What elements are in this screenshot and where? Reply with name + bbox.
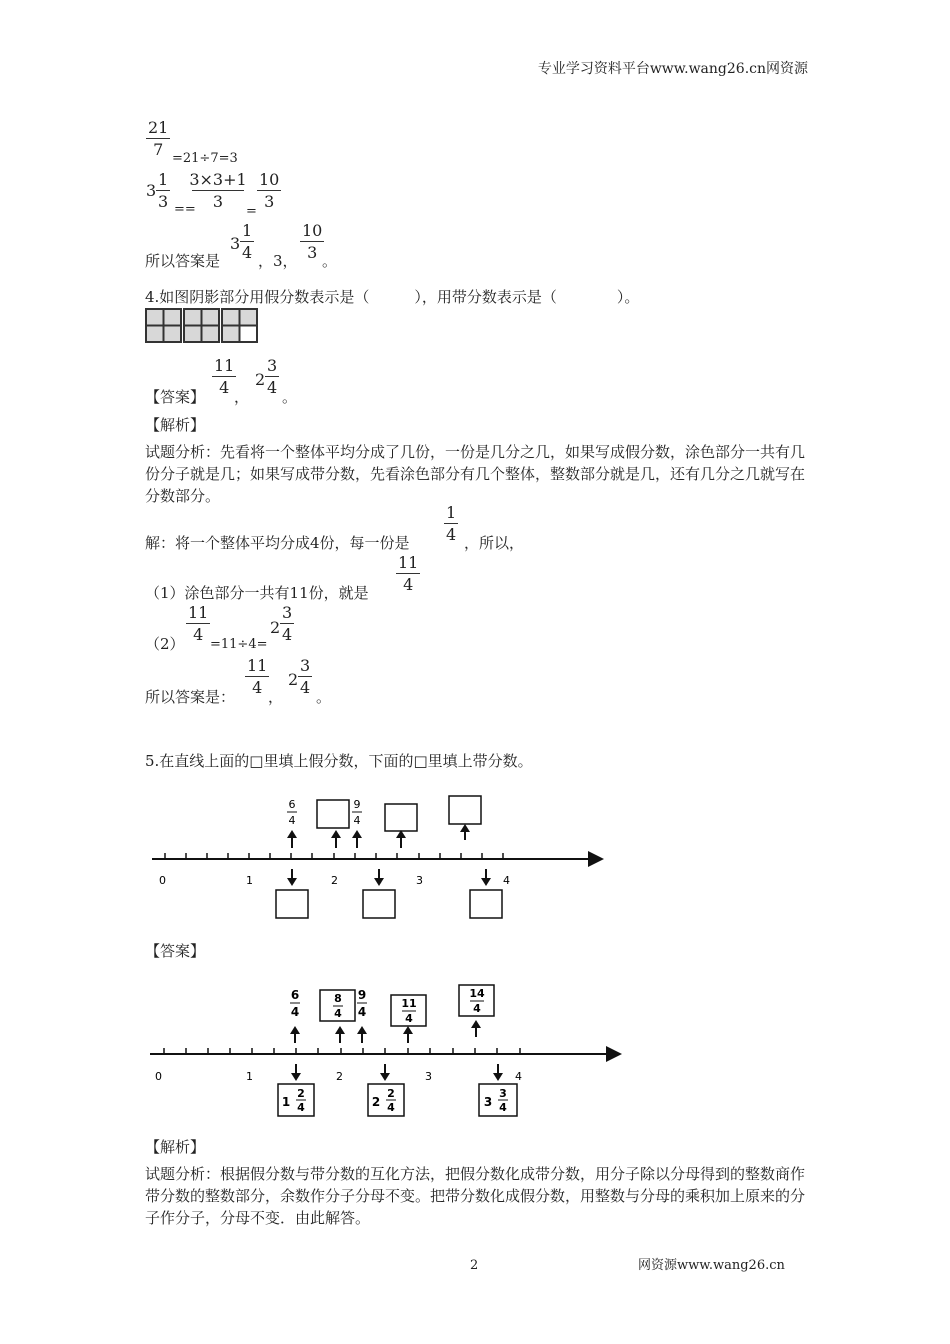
answer-given-6-4-den: 4	[290, 1005, 300, 1019]
answer-whole: 3	[230, 234, 241, 253]
q4-answer-sep: ，	[234, 388, 250, 406]
answer-improper-1-den: 4	[334, 1007, 342, 1020]
q4-final-mixed-fraction: 3 4	[300, 656, 311, 697]
answer-improper-2-den: 4	[405, 1012, 413, 1025]
axis-label-1: 1	[246, 874, 253, 887]
q4-analysis-text: 试题分析：先看将一个整体平均分成了几份，一份是几分之几，如果写成假分数，涂色部分一共有几份分子就是几；如果写成带分数，先看涂色部分有几个整体，整数部分就是几，还有几分之几就写在分数部分。	[145, 443, 806, 505]
q4-shaded-squares-figure	[145, 308, 260, 343]
answer-axis-label-0: 0	[155, 1070, 162, 1083]
q4-step2-whole: 2	[270, 618, 281, 637]
answer-mixed-1-whole: 1	[281, 1095, 291, 1109]
answer-axis-label-1: 1	[246, 1070, 253, 1083]
eq-sign-b: =	[246, 204, 257, 219]
q4-final-fraction: 11 4	[247, 656, 268, 697]
mixed-whole: 3	[146, 181, 157, 200]
q4-answer-whole: 2	[255, 370, 266, 389]
axis-label-2: 2	[331, 874, 338, 887]
q4-solution-end: ，所以，	[464, 534, 525, 552]
answer-fraction-10-3: 10 3	[302, 221, 323, 262]
q4-step1-text: （1）涂色部分一共有11份，就是	[145, 584, 369, 602]
mixed-box-3[interactable]	[470, 890, 502, 918]
up-arrows	[287, 824, 470, 848]
q5-analysis-label: 【解析】	[145, 1138, 206, 1156]
fraction-21-7: 21 7	[148, 118, 169, 159]
answer-fraction-1-4: 1 4	[242, 221, 253, 262]
square-2	[184, 309, 219, 342]
answer-improper-1-num: 8	[334, 992, 342, 1005]
calc-eq1: =21÷7=3	[172, 151, 238, 166]
improper-box-1[interactable]	[317, 800, 349, 828]
square-1	[146, 309, 181, 342]
answer-prefix: 所以答案是	[145, 252, 221, 270]
given-fraction-6-4-num: 6	[288, 798, 296, 811]
given-fraction-6-4-den: 4	[288, 814, 296, 827]
header-text: 专业学习资料平台www.wang26.cn网资源	[537, 61, 808, 77]
q5-number-line-figure	[140, 790, 620, 925]
q5-question: 5.在直线上面的□里填上假分数，下面的□里填上带分数。	[145, 752, 533, 770]
q4-step2-label: （2）	[145, 635, 185, 653]
given-fraction-9-4-num: 9	[353, 798, 361, 811]
eq-sign-a: ==	[174, 202, 196, 217]
q4-answer-label: 【答案】	[145, 388, 206, 406]
axis-label-3: 3	[416, 874, 423, 887]
answer-mixed-2-whole: 2	[371, 1095, 381, 1109]
result-fraction-10-3: 10 3	[259, 170, 280, 211]
down-arrows	[287, 869, 491, 886]
answer-mixed-1-num: 2	[297, 1087, 305, 1100]
mixed-fraction-1-3: 1 3	[158, 170, 169, 211]
answer-mixed-2-num: 2	[387, 1087, 395, 1100]
q4-question: 4.如图阴影部分用假分数表示是（ ），用带分数表示是（ ）。	[145, 288, 640, 306]
q4-answer-fraction-3-4: 3 4	[267, 356, 278, 397]
q4-step1-fraction: 11 4	[398, 553, 419, 594]
axis-label-4: 4	[503, 874, 510, 887]
answer-improper-2-num: 11	[401, 997, 417, 1010]
q4-analysis-label: 【解析】	[145, 416, 206, 434]
improper-box-3[interactable]	[449, 796, 481, 824]
given-fraction-9-4-den: 4	[353, 814, 361, 827]
answer-improper-3-den: 4	[473, 1002, 481, 1015]
q5-analysis-text: 试题分析：根据假分数与带分数的互化方法，把假分数化成带分数，用分子除以分母得到的整数商作带分数的整数部分，余数作分子分母不变。把带分数化成假分数，用整数与分母的乘积加上原来的分子作分子，分母不变．由此解答。	[145, 1165, 806, 1227]
answer-axis-label-2: 2	[336, 1070, 343, 1083]
answer-separator: ，3，	[258, 252, 298, 270]
answer-end: 。	[322, 252, 338, 270]
answer-down-arrows	[291, 1064, 503, 1081]
page-number: 2	[470, 1258, 479, 1273]
q4-final-end: 。	[316, 688, 332, 706]
square-3	[222, 309, 257, 342]
expression-fraction: 3×3+1 3	[189, 170, 247, 211]
q4-step2-eq: =11÷4=	[210, 637, 268, 652]
answer-given-9-4-den: 4	[357, 1005, 367, 1019]
answer-up-arrows	[290, 1020, 481, 1043]
mixed-box-2[interactable]	[363, 890, 395, 918]
q4-step2-mixed-fraction: 3 4	[282, 603, 293, 644]
footer-site: 网资源www.wang26.cn	[638, 1258, 785, 1273]
answer-mixed-3-whole: 3	[483, 1095, 493, 1109]
answer-given-6-4-num: 6	[290, 988, 300, 1002]
q4-solution-fraction-1-4: 1 4	[446, 503, 457, 544]
q4-step2-fraction: 11 4	[188, 603, 209, 644]
answer-mixed-1-den: 4	[297, 1101, 305, 1114]
improper-box-2[interactable]	[385, 804, 417, 831]
q4-solution-text: 解：将一个整体平均分成4份，每一份是	[145, 534, 410, 552]
mixed-box-1[interactable]	[276, 890, 308, 918]
answer-improper-3-num: 14	[469, 987, 485, 1000]
answer-axis-label-4: 4	[515, 1070, 522, 1083]
q5-answer-number-line-figure	[140, 980, 635, 1125]
answer-mixed-3-num: 3	[499, 1087, 507, 1100]
q4-final-sep: ，	[268, 688, 284, 706]
answer-axis-label-3: 3	[425, 1070, 432, 1083]
q5-answer-label: 【答案】	[145, 942, 206, 960]
q4-final-whole: 2	[288, 670, 299, 689]
answer-mixed-3-den: 4	[499, 1101, 507, 1114]
q4-answer-fraction-11-4: 11 4	[214, 356, 235, 397]
q4-final-prefix: 所以答案是：	[145, 688, 236, 706]
answer-given-9-4-num: 9	[357, 988, 367, 1002]
q4-answer-end: 。	[282, 388, 298, 406]
answer-mixed-2-den: 4	[387, 1101, 395, 1114]
axis-label-0: 0	[159, 874, 166, 887]
